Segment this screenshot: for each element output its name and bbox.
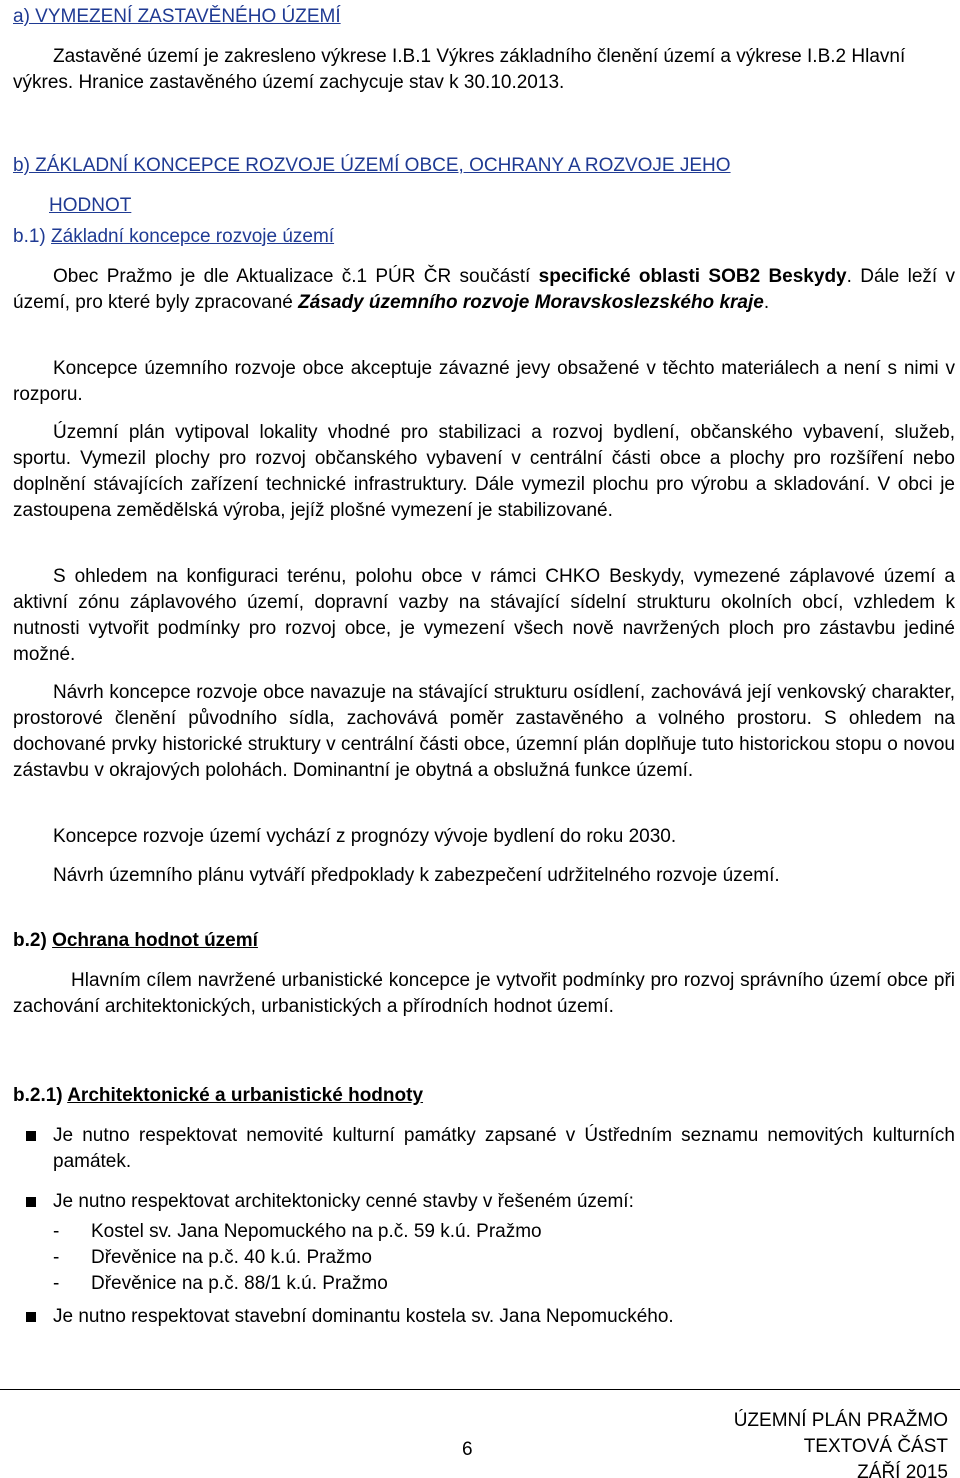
page-number: 6 — [462, 1439, 473, 1460]
section-b-heading — [13, 146, 913, 226]
bullet-item-3-text: Je nutno respektovat stavební dominantu kostela sv. Jana Nepomuckého. — [53, 1306, 674, 1327]
square-bullet-icon — [26, 1131, 36, 1141]
dash-mark: - — [53, 1247, 60, 1268]
b1-p1-bold-italic: Zásady územního rozvoje Moravskoslezského kraje — [298, 292, 764, 313]
dash-item-1-text: Kostel sv. Jana Nepomuckého na p.č. 59 k.ú. Pražmo — [91, 1221, 542, 1242]
footer-date: ZÁŘÍ 2015 — [857, 1462, 948, 1478]
b1-p1-end: . — [763, 292, 770, 313]
dash-item-1 — [53, 1219, 933, 1245]
dash-item-3-text: Dřevěnice na p.č. 88/1 k.ú. Pražmo — [91, 1273, 388, 1294]
section-b-heading-line1: b) ZÁKLADNÍ KONCEPCE ROZVOJE ÚZEMÍ OBCE, OCHRANY A ROZVOJE JEHO — [13, 155, 731, 176]
section-b1-number: b.1) — [13, 226, 52, 247]
bullet-item-1 — [13, 1123, 955, 1175]
section-b2-number: b.2) — [13, 930, 53, 951]
section-b1-title: Základní koncepce rozvoje území — [51, 226, 335, 247]
bullet-item-2-text: Je nutno respektovat architektonicky cenné stavby v řešeném území: — [53, 1191, 634, 1212]
section-b21-number: b.2.1) — [13, 1085, 68, 1106]
bullet-item-1-text: Je nutno respektovat nemovité kulturní památky zapsané v Ústředním seznamu nemovitých kulturních památek. — [53, 1125, 955, 1172]
dash-mark: - — [53, 1273, 60, 1294]
section-a-text: Zastavěné území je zakresleno výkrese I.B.1 Výkres základního členění území a výkrese I.B.2 Hlavní výkres. Hranice zastavěného území zachycuje stav k 30.10.2013. — [13, 46, 906, 93]
dash-item-3 — [53, 1271, 933, 1297]
footer-title: ÚZEMNÍ PLÁN PRAŽMO — [733, 1410, 948, 1431]
b1-p1-bold: specifické oblasti SOB2 Beskydy — [538, 266, 847, 287]
b1-paragraph-6: Koncepce rozvoje území vychází z prognózy vývoje bydlení do roku 2030. — [53, 826, 677, 847]
footer-subtitle: TEXTOVÁ ČÁST — [803, 1436, 948, 1457]
footer-info — [734, 1408, 948, 1478]
section-b-heading-line2: HODNOT — [49, 195, 132, 216]
bullet-item-2 — [13, 1189, 955, 1215]
section-b2-title: Ochrana hodnot území — [52, 930, 258, 951]
b1-p1-text: Obec Pražmo je dle Aktualizace č.1 PÚR ČR součástí — [53, 266, 539, 287]
footer-divider — [0, 1389, 960, 1390]
b1-paragraph-4: S ohledem na konfiguraci terénu, polohu obce v rámci CHKO Beskydy, vymezené záplavové území a aktivní zónu záplavového území, dopravní vazby na stávající sídelní strukturu okolních obcí, vzhledem k nutnosti vytvořit podmínky pro rozvoj obce, je vymezení všech nově navržených ploch pro zástavbu jediné možné. — [13, 566, 955, 665]
section-b21-heading — [13, 1083, 423, 1109]
dash-item-2 — [53, 1245, 933, 1271]
b1-paragraph-2: Koncepce územního rozvoje obce akceptuje závazné jevy obsažené v těchto materiálech a není s nimi v rozporu. — [13, 358, 955, 405]
section-b2-heading — [13, 928, 258, 954]
b2-paragraph-1: Hlavním cílem navržené urbanistické koncepce je vytvořit podmínky pro rozvoj správního území obce při zachování architektonických, urbanistických a přírodních hodnot území. — [13, 970, 955, 1017]
section-b21-title: Architektonické a urbanistické hodnoty — [67, 1085, 424, 1106]
section-b1-heading — [13, 224, 334, 250]
b1-paragraph-1 — [13, 264, 955, 316]
b1-paragraph-3: Územní plán vytipoval lokality vhodné pro stabilizaci a rozvoj bydlení, občanského vybavení, služeb, sportu. Vymezil plochy pro rozvoj občanského vybavení v centrální části obce a plochy pro rozšíření nebo doplnění stávajících zařízení technické infrastruktury. Dále vymezil plochu pro výrobu a skladování. V obci je zastoupena zemědělská výroba, jejíž plošné vymezení je stabilizované. — [13, 422, 955, 521]
dash-item-2-text: Dřevěnice na p.č. 40 k.ú. Pražmo — [91, 1247, 372, 1268]
square-bullet-icon — [26, 1312, 36, 1322]
b1-paragraph-7: Návrh územního plánu vytváří předpoklady k zabezpečení udržitelného rozvoje území. — [53, 865, 780, 886]
b1-p1-text-2: . Dále leží v území, pro které byly zpracované — [13, 266, 955, 313]
section-a-heading: a) VYMEZENÍ ZASTAVĚNÉHO ÚZEMÍ — [13, 6, 341, 27]
b1-paragraph-5: Návrh koncepce rozvoje obce navazuje na stávající strukturu osídlení, zachovává její venkovský charakter, prostorové členění původního sídla, zachovává poměr zastavěného a volného prostoru. S ohledem na dochované prvky historické struktury v centrální části obce, územní plán doplňuje tuto historickou stopu o novou zástavbu v okrajových polohách. Dominantní je obytná a obslužná funkce území. — [13, 682, 955, 781]
bullet-item-3 — [13, 1304, 955, 1330]
square-bullet-icon — [26, 1197, 36, 1207]
dash-mark: - — [53, 1221, 60, 1242]
